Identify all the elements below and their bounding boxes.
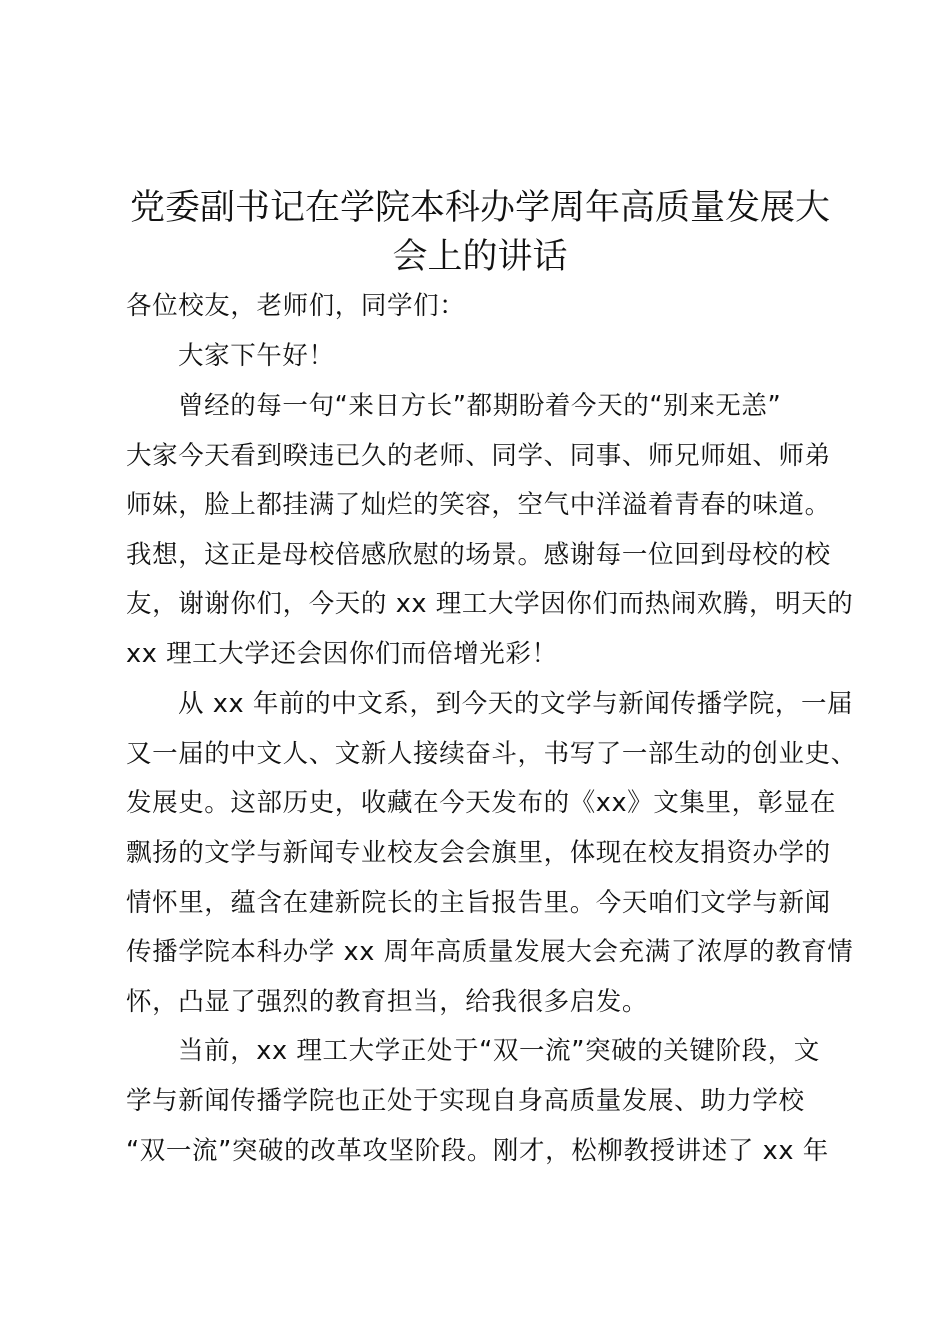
paragraph-line: 我想，这正是母校倍感欣慰的场景。感谢每一位回到母校的校 <box>126 540 831 570</box>
paragraph-line: 学与新闻传播学院也正处于实现自身高质量发展、助力学校 <box>126 1086 805 1116</box>
paragraph-line: “双一流”突破的改革攻坚阶段。刚才，松柳教授讲述了 xx 年 <box>126 1136 829 1166</box>
paragraph-line: xx 理工大学还会因你们而倍增光彩！ <box>126 639 558 669</box>
greeting: 大家下午好！ <box>178 341 335 371</box>
paragraph-line: 情怀里，蕴含在建新院长的主旨报告里。今天咱们文学与新闻 <box>126 888 831 918</box>
document-title-line-2: 会上的讲话 <box>392 237 568 277</box>
paragraph-line: 飘扬的文学与新闻专业校友会会旗里，体现在校友捐资办学的 <box>126 838 831 868</box>
paragraph-line: 大家今天看到暌违已久的老师、同学、同事、师兄师姐、师弟 <box>126 441 831 471</box>
paragraph-line: 师妹，脸上都挂满了灿烂的笑容，空气中洋溢着青春的味道。 <box>126 490 831 520</box>
paragraph-line: 友，谢谢你们，今天的 xx 理工大学因你们而热闹欢腾，明天的 <box>126 589 854 619</box>
paragraph-line: 又一届的中文人、文新人接续奋斗，书写了一部生动的创业史、 <box>126 739 857 769</box>
paragraph-line: 从 xx 年前的中文系，到今天的文学与新闻传播学院，一届 <box>178 689 854 719</box>
paragraph-line: 传播学院本科办学 xx 周年高质量发展大会充满了浓厚的教育情 <box>126 937 854 967</box>
paragraph-line: 当前，xx 理工大学正处于“双一流”突破的关键阶段，文 <box>178 1036 820 1066</box>
paragraph-line: 发展史。这部历史，收藏在今天发布的《xx》文集里，彰显在 <box>126 788 836 818</box>
document-title-line-1: 党委副书记在学院本科办学周年高质量发展大 <box>129 188 830 228</box>
salutation: 各位校友，老师们，同学们： <box>126 291 466 321</box>
paragraph-line: 曾经的每一句“来日方长”都期盼着今天的“别来无恙” <box>178 391 782 421</box>
paragraph-line: 怀，凸显了强烈的教育担当，给我很多启发。 <box>126 987 649 1017</box>
